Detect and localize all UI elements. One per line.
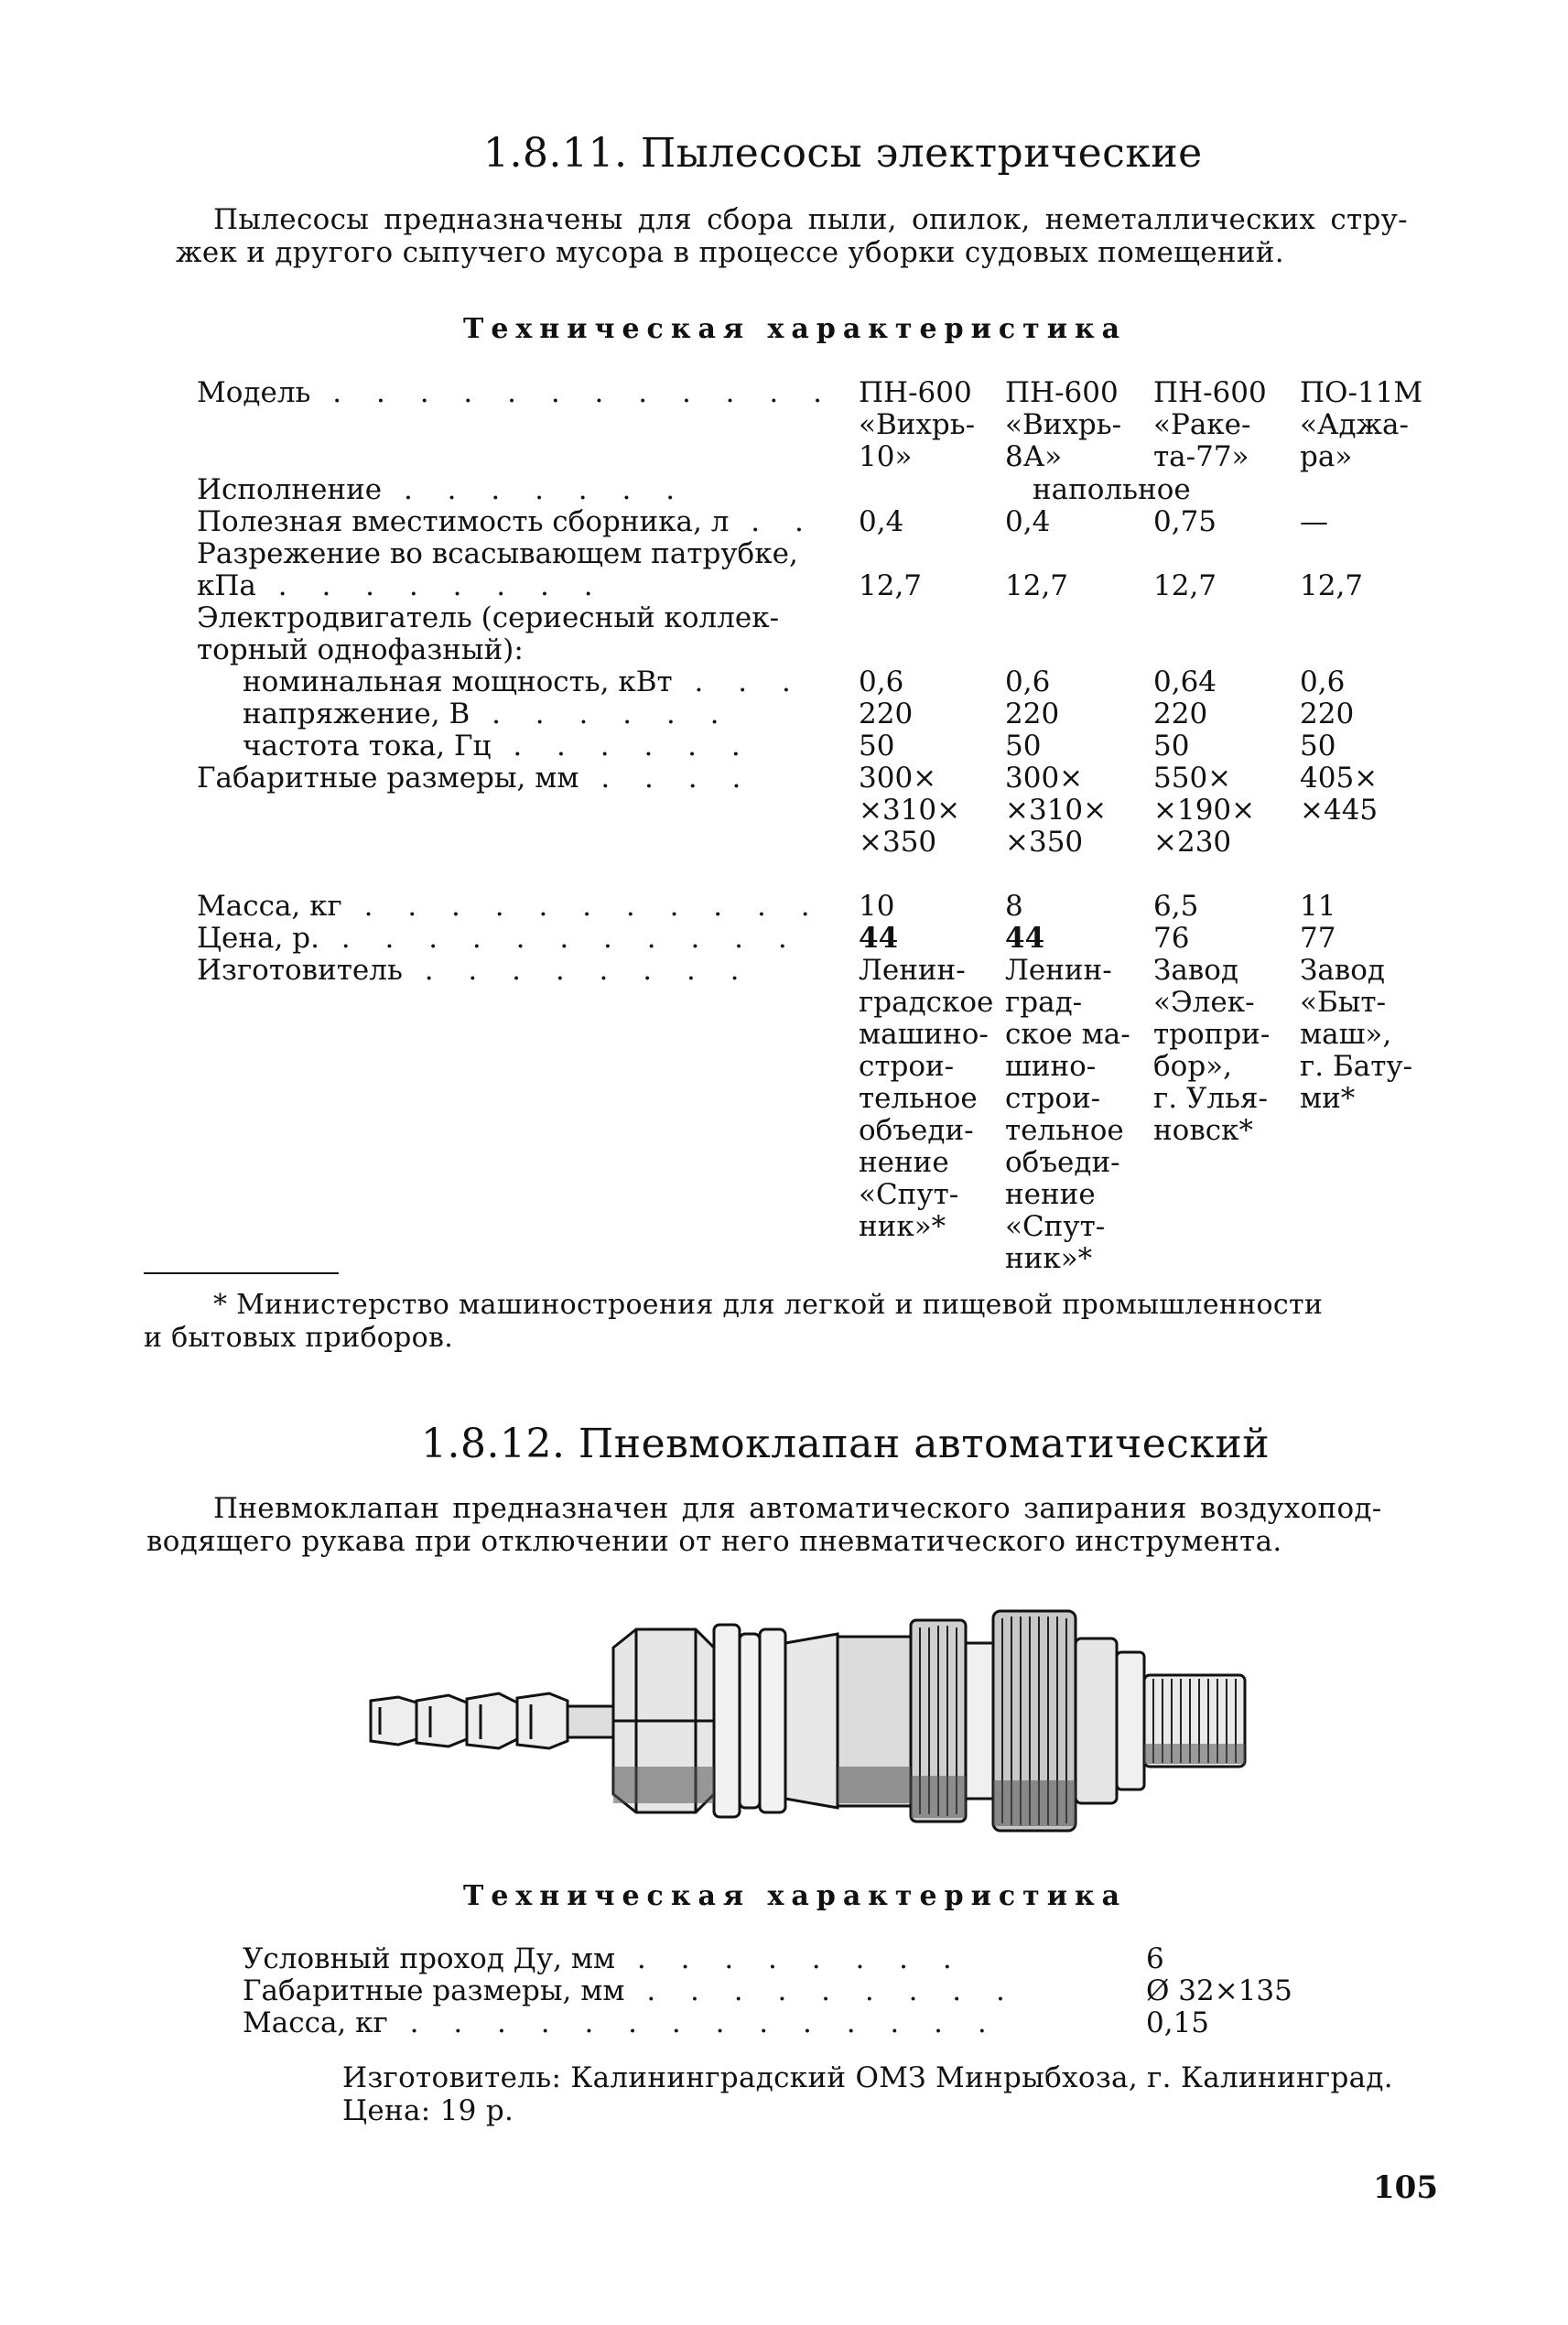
col4-model: ПО-11М «Аджа- ра» <box>1300 376 1423 473</box>
page-number: 105 <box>1373 2169 1438 2206</box>
col1-dimensions: 300× ×310× ×350 <box>859 762 961 859</box>
section1-table-heading: Техническая характеристика <box>463 313 1128 345</box>
label-frequency: частота тока, Гц . . . . . . <box>243 730 753 762</box>
col4-capacity: — <box>1300 505 1328 538</box>
col2-voltage: 220 <box>1005 698 1060 730</box>
col2-manufacturer: Ленин- град- ское ма- шино- строи- тельное объеди- нение «Спут- ник»* <box>1005 954 1130 1275</box>
col4-dimensions: 405× ×445 <box>1300 762 1379 827</box>
spec-row-bore: Условный проход Ду, мм . . . . . . . . <box>243 1942 965 1975</box>
spec-value-mass: 0,15 <box>1146 2006 1210 2039</box>
section2-intro-line-1: Пневмоклапан предназначен для автоматического запирания воздухопод- <box>213 1492 1382 1525</box>
section2-table-heading: Техническая характеристика <box>463 1880 1128 1912</box>
col4-power: 0,6 <box>1300 665 1346 698</box>
col1-mass: 10 <box>859 890 895 923</box>
col1-price: 44 <box>859 922 899 955</box>
col4-mass: 11 <box>1300 890 1336 923</box>
col4-price: 77 <box>1300 922 1336 955</box>
spec-value-bore: 6 <box>1146 1942 1164 1975</box>
label-vacuum-2: кПа . . . . . . . . <box>197 569 606 602</box>
footnote-line-2: и бытовых приборов. <box>144 1322 454 1354</box>
col1-voltage: 220 <box>859 698 914 730</box>
col1-frequency: 50 <box>859 730 895 762</box>
col4-vacuum: 12,7 <box>1300 569 1364 602</box>
col2-vacuum: 12,7 <box>1005 569 1069 602</box>
col3-manufacturer: Завод «Элек- тропри- бор», г. Улья- новск* <box>1153 954 1271 1147</box>
label-vacuum-1: Разрежение во всасывающем патрубке, <box>197 537 798 570</box>
col3-voltage: 220 <box>1153 698 1208 730</box>
col2-power: 0,6 <box>1005 665 1051 698</box>
label-voltage: напряжение, В . . . . . . <box>243 698 732 730</box>
col2-model: ПН-600 «Вихрь- 8А» <box>1005 376 1122 473</box>
col1-capacity: 0,4 <box>859 505 904 538</box>
col3-power: 0,64 <box>1153 665 1217 698</box>
label-manufacturer: Изготовитель . . . . . . . . <box>197 954 752 987</box>
col2-mass: 8 <box>1005 890 1023 923</box>
col3-price: 76 <box>1153 922 1190 955</box>
spec-row-mass: Масса, кг . . . . . . . . . . . . . . <box>243 2006 1000 2039</box>
col2-capacity: 0,4 <box>1005 505 1051 538</box>
section1-intro-line-1: Пылесосы предназначены для сбора пыли, опилок, неметаллических стру- <box>213 203 1408 236</box>
spec-label-dimensions: Габаритные размеры, мм <box>243 1974 625 2007</box>
section2-manufacturer: Изготовитель: Калининградский ОМЗ Минрыбхоза, г. Калининград. <box>342 2061 1393 2094</box>
col3-model: ПН-600 «Раке- та-77» <box>1153 376 1267 473</box>
section1-title: 1.8.11. Пылесосы электрические <box>483 130 1203 177</box>
label-model: Модель . . . . . . . . . . . . <box>197 376 835 409</box>
footnote-line-1: * Министерство машиностроения для легкой и пищевой промышленности <box>213 1289 1324 1321</box>
col2-dimensions: 300× ×310× ×350 <box>1005 762 1108 859</box>
section2-intro-line-2: водящего рукава при отключении от него пневматического инструмента. <box>146 1525 1282 1558</box>
col2-price: 44 <box>1005 922 1045 955</box>
col1-power: 0,6 <box>859 665 904 698</box>
label-execution: Исполнение . . . . . . . <box>197 473 688 506</box>
col2-frequency: 50 <box>1005 730 1042 762</box>
section1-intro-line-2: жек и другого сыпучего мусора в процессе уборки судовых помещений. <box>176 236 1284 269</box>
col3-mass: 6,5 <box>1153 890 1199 923</box>
col4-frequency: 50 <box>1300 730 1336 762</box>
col1-manufacturer: Ленин- градское машино- строи- тельное объеди- нение «Спут- ник»* <box>859 954 994 1243</box>
spec-row-dimensions: Габаритные размеры, мм . . . . . . . . . <box>243 1974 1018 2007</box>
label-capacity: Полезная вместимость сборника, л . . <box>197 505 816 538</box>
col3-capacity: 0,75 <box>1153 505 1217 538</box>
spec-label-bore: Условный проход Ду, мм <box>243 1942 616 1975</box>
label-mass: Масса, кг . . . . . . . . . . . <box>197 890 823 923</box>
section2-title: 1.8.12. Пневмоклапан автоматический <box>421 1421 1271 1467</box>
label-motor-1: Электродвигатель (сериесный коллек- <box>197 601 780 634</box>
pneumatic-valve-drawing <box>362 1593 1268 1849</box>
col1-vacuum: 12,7 <box>859 569 923 602</box>
footnote-divider <box>144 1272 339 1274</box>
label-dimensions: Габаритные размеры, мм . . . . <box>197 762 754 795</box>
col4-manufacturer: Завод «Быт- маш», г. Бату- ми* <box>1300 954 1413 1115</box>
col1-model: ПН-600 «Вихрь- 10» <box>859 376 976 473</box>
label-power: номинальная мощность, кВт . . . <box>243 665 804 698</box>
label-price: Цена, р. . . . . . . . . . . . <box>197 922 800 955</box>
col3-vacuum: 12,7 <box>1153 569 1217 602</box>
label-motor-2: торный однофазный): <box>197 633 524 666</box>
col3-frequency: 50 <box>1153 730 1190 762</box>
col4-voltage: 220 <box>1300 698 1355 730</box>
spec-value-dimensions: Ø 32×135 <box>1146 1974 1292 2007</box>
section2-price: Цена: 19 р. <box>342 2094 514 2127</box>
spec-label-mass: Масса, кг <box>243 2006 388 2039</box>
col3-dimensions: 550× ×190× ×230 <box>1153 762 1256 859</box>
execution-value: напольное <box>1033 473 1191 506</box>
